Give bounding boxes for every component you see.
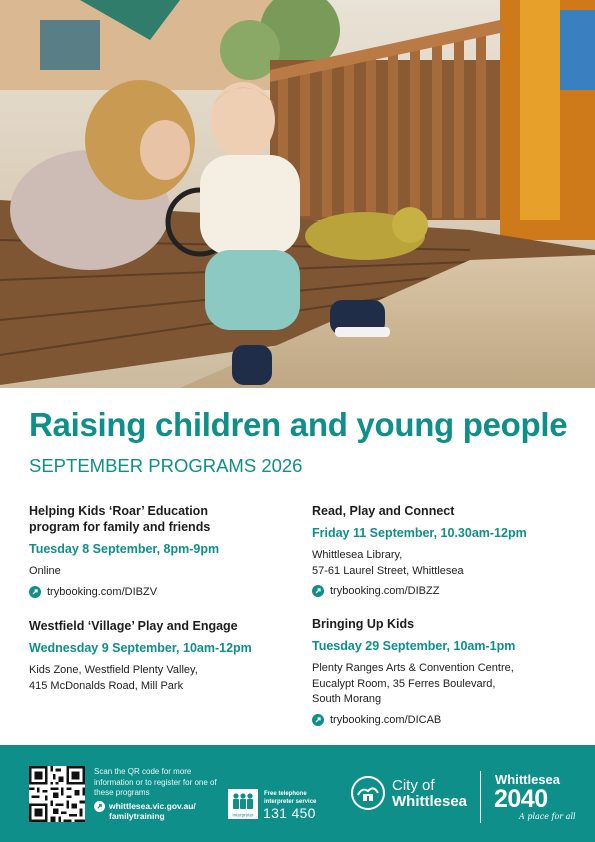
brand-tagline: A place for all xyxy=(519,812,576,821)
event-location: Kids Zone, Westfield Plenty Valley, 415 McDonalds Road, Mill Park xyxy=(29,664,198,692)
council-name-line2: Whittlesea xyxy=(392,793,468,810)
city-of-whittlesea-logo xyxy=(350,775,386,811)
booking-link[interactable] xyxy=(312,714,582,726)
hero-illustration xyxy=(0,0,595,388)
event-card xyxy=(312,616,582,726)
qr-instructions xyxy=(94,767,224,822)
event-date: Tuesday 8 September, 8pm-9pm xyxy=(29,542,220,556)
brand-big: 2040 xyxy=(494,785,548,813)
website-link-text: whittlesea.vic.gov.au/ familytraining xyxy=(109,800,196,821)
footer xyxy=(0,745,595,842)
event-location: Plenty Ranges Arts & Convention Centre, Eucalypt Room, 35 Ferres Boulevard, South Morang xyxy=(312,662,514,705)
booking-link-text: trybooking.com/DICAB xyxy=(330,713,442,726)
booking-link[interactable] xyxy=(29,586,299,598)
event-name: Westfield ‘Village’ Play and Engage xyxy=(29,619,238,633)
link-icon xyxy=(312,585,324,597)
interpreter-number[interactable]: 131 450 xyxy=(263,805,316,821)
event-date: Wednesday 9 September, 10am-12pm xyxy=(29,641,252,655)
footer-divider xyxy=(480,771,481,823)
event-location: Whittlesea Library, 57-61 Laurel Street, Whittlesea xyxy=(312,549,464,577)
event-card xyxy=(29,618,299,694)
event-name: Bringing Up Kids xyxy=(312,617,415,631)
event-card xyxy=(29,503,299,598)
event-card xyxy=(312,503,582,597)
council-name-line1: City of xyxy=(392,777,435,794)
page-subtitle: SEPTEMBER PROGRAMS 2026 xyxy=(29,455,303,476)
booking-link-text: trybooking.com/DIBZV xyxy=(47,585,158,598)
qr-code[interactable] xyxy=(29,766,85,822)
hero-photo xyxy=(0,0,595,388)
brand-top: Whittlesea xyxy=(495,772,561,787)
page-title: Raising children and young people xyxy=(29,406,568,443)
booking-link-text: trybooking.com/DIBZZ xyxy=(330,585,440,597)
link-icon xyxy=(312,714,324,726)
event-date: Tuesday 29 September, 10am-1pm xyxy=(312,639,516,653)
link-icon xyxy=(29,586,41,598)
council-name xyxy=(392,778,467,810)
interpreter-label: Free telephone interpreter service xyxy=(264,791,317,805)
website-link[interactable] xyxy=(94,801,224,822)
event-name: Helping Kids ‘Roar’ Education program for family and friends xyxy=(29,504,211,534)
link-icon xyxy=(94,801,105,812)
interpreter-icon-label: Interpreter xyxy=(232,812,254,818)
event-location: Online xyxy=(29,565,61,577)
event-date: Friday 11 September, 10.30am-12pm xyxy=(312,526,527,540)
interpreter-icon xyxy=(228,789,258,819)
event-name: Read, Play and Connect xyxy=(312,504,455,518)
qr-instructions-text: Scan the QR code for more information or to register for one of these programs xyxy=(94,767,217,797)
booking-link[interactable] xyxy=(312,585,582,597)
